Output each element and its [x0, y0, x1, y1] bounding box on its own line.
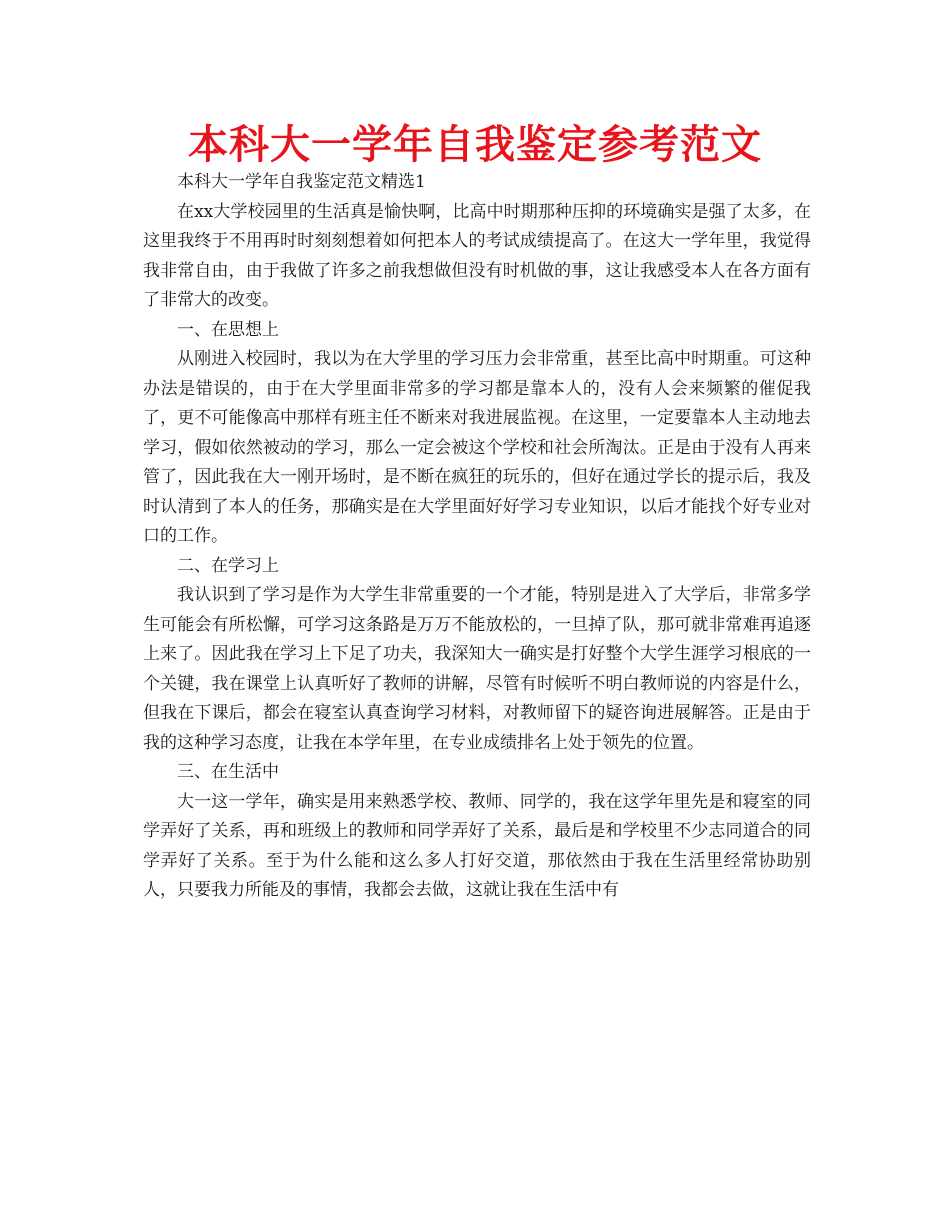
document-title: 本科大一学年自我鉴定参考范文 — [188, 122, 762, 168]
thought-paragraph: 从刚进入校园时，我以为在大学里的学习压力会非常重，甚至比高中时期重。可这种办法是错误的，由于在大学里面非常多的学习都是靠本人的，没有人会来频繁的催促我了，更不可能像高中那样有班主任不断来对我进展监视。在这里，一定要靠本人主动地去学习，假如依然被动的学习，那么一定会被这个学校和社会所淘汰。正是由于没有人再来管了，因此我在大一刚开场时，是不断在疯狂的玩乐的，但好在通过学长的提示后，我及时认清到了本人的任务，那确实是在大学里面好好学习专业知识，以后才能找个好专业对口的工作。 — [143, 349, 811, 546]
document-body — [143, 168, 811, 906]
life-paragraph: 大一这一学年，确实是用来熟悉学校、教师、同学的，我在这学年里先是和寝室的同学弄好了关系，再和班级上的教师和同学弄好了关系，最后是和学校里不少志同道合的同学弄好了关系。至于为什么能和这么多人打好交道，那依然由于我在生活里经常协助别人，只要我力所能及的事情，我都会去做，这就让我在生活中有 — [143, 791, 811, 900]
subtitle-paragraph: 本科大一学年自我鉴定范文精选1 — [177, 172, 426, 192]
intro-paragraph: 在xx大学校园里的生活真是愉快啊，比高中时期那种压抑的环境确实是强了太多，在这里我终于不用再时时刻刻想着如何把本人的考试成绩提高了。在这大一学年里，我觉得我非常自由，由于我做了许多之前我想做但没有时机做的事，这让我感受本人在各方面有了非常大的改变。 — [143, 201, 811, 310]
section-heading-thought: 一、在思想上 — [177, 319, 279, 340]
section-heading-life: 三、在生活中 — [177, 762, 279, 782]
section-heading-study: 二、在学习上 — [177, 555, 279, 576]
study-paragraph: 我认识到了学习是作为大学生非常重要的一个才能，特别是进入了大学后，非常多学生可能会有所松懈，可学习这条路是万万不能放松的，一旦掉了队，那可就非常难再追逐上来了。因此我在学习上下足了功夫，我深知大一确实是打好整个大学生涯学习根底的一个关键，我在课堂上认真听好了教师的讲解，尽管有时候听不明白教师说的内容是什么，但我在下课后，都会在寝室认真查询学习材料，对教师留下的疑咨询进展解答。正是由于我的这种学习态度，让我在本学年里，在专业成绩排名上处于领先的位置。 — [143, 585, 811, 753]
